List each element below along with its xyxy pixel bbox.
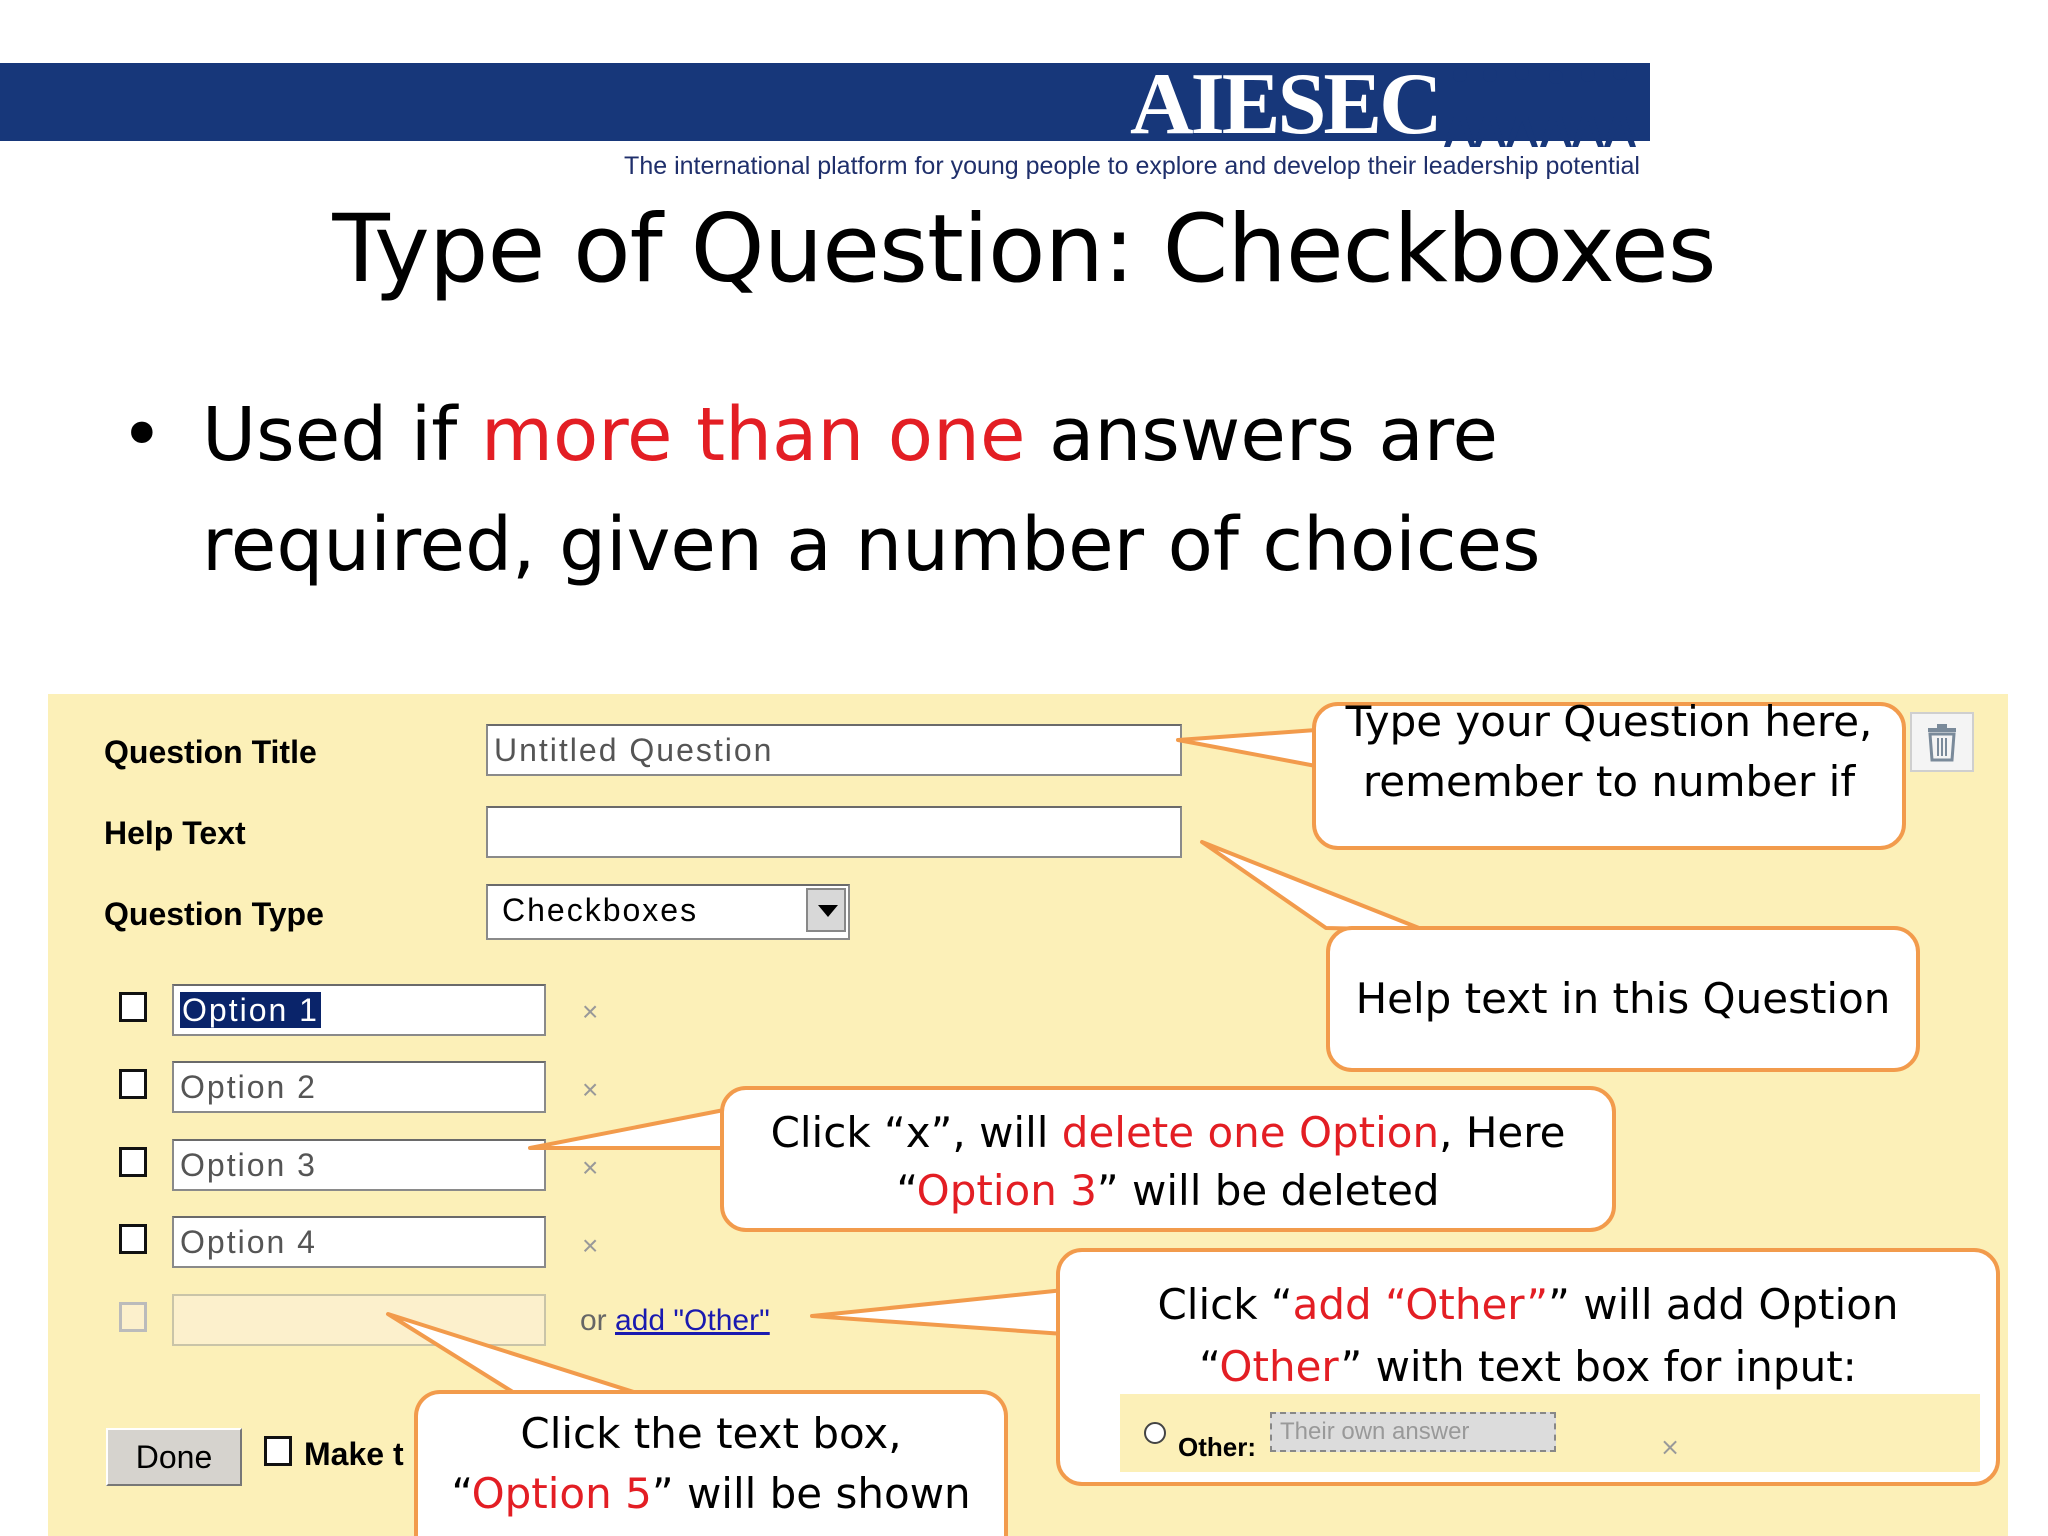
- question-callout-pointer: [1178, 730, 1316, 766]
- textbox-line2-a: “: [451, 1469, 472, 1518]
- bullet-line-2: required, given a number of choices: [202, 502, 1541, 588]
- textbox-callout-line-1: Click the text box,: [520, 1409, 902, 1458]
- tagline: The international platform for young people to explore and develop their leadership potential: [624, 152, 1640, 180]
- logo-text: AIESEC: [1130, 56, 1440, 153]
- bullet-text-part1: Used if: [202, 392, 481, 478]
- delete-callout-line-2: [724, 1162, 1612, 1220]
- other-line2-a: “: [1199, 1342, 1220, 1391]
- option-3-input[interactable]: Option 3: [172, 1139, 546, 1191]
- done-button[interactable]: Done: [106, 1428, 242, 1486]
- other-callout-line-1: [1060, 1274, 1996, 1336]
- other-text-red: add “Other”: [1292, 1280, 1549, 1329]
- remove-option-4-icon[interactable]: ×: [582, 1230, 599, 1261]
- or-text: or: [580, 1304, 616, 1337]
- other-text-a: Click “: [1157, 1280, 1293, 1329]
- question-title-input[interactable]: Untitled Question: [486, 724, 1182, 776]
- delete-line2-b: ” will be deleted: [1096, 1166, 1440, 1215]
- delete-callout-pointer: [530, 1110, 724, 1148]
- other-text-b: ” will add Option: [1548, 1280, 1899, 1329]
- help-callout: Help text in this Question: [1326, 926, 1920, 1072]
- textbox-line2-red: Option 5: [471, 1469, 652, 1518]
- other-callout-line-2: [1060, 1336, 1996, 1398]
- delete-text-a: Click “x”, will: [770, 1108, 1062, 1157]
- other-preview-input: Their own answer: [1270, 1412, 1556, 1452]
- other-preview: [1120, 1394, 1980, 1472]
- slide-title: Type of Question: Checkboxes: [332, 195, 1716, 304]
- remove-option-1-icon[interactable]: ×: [582, 996, 599, 1027]
- help-text-label: Help Text: [104, 815, 246, 851]
- other-preview-label: Other:: [1178, 1432, 1256, 1462]
- help-callout-pointer: [1202, 842, 1424, 930]
- delete-callout: [720, 1086, 1616, 1232]
- option-2-input[interactable]: Option 2: [172, 1061, 546, 1113]
- option-4-input[interactable]: Option 4: [172, 1216, 546, 1268]
- delete-callout-line-1: [724, 1104, 1612, 1162]
- remove-option-3-icon[interactable]: ×: [582, 1152, 599, 1183]
- textbox-callout-pointer: [388, 1314, 640, 1394]
- textbox-line2-b: ” will be shown: [651, 1469, 971, 1518]
- question-callout: [1312, 697, 1906, 850]
- question-callout-text: Type your Question here, remember to number if: [1345, 697, 1873, 806]
- question-type-value: Checkboxes: [502, 892, 699, 928]
- other-callout-pointer: [812, 1290, 1064, 1334]
- textbox-callout: [414, 1390, 1008, 1536]
- other-line2-b: ” with text box for input:: [1340, 1342, 1857, 1391]
- bullet-dot: •: [120, 392, 164, 478]
- delete-line2-red: Option 3: [916, 1166, 1097, 1215]
- other-preview-x: ×: [1660, 1433, 1681, 1461]
- delete-text-b: , Here: [1439, 1108, 1566, 1157]
- bullet-highlight: more than one: [480, 392, 1026, 478]
- other-radio: [1144, 1422, 1166, 1444]
- remove-option-2-icon[interactable]: ×: [582, 1074, 599, 1105]
- option-1-value: Option 1: [182, 992, 319, 1028]
- textbox-callout-line-2: [418, 1464, 1004, 1524]
- question-type-label: Question Type: [104, 896, 324, 932]
- add-other-link[interactable]: add "Other": [615, 1304, 770, 1337]
- bullet-text-part2: answers are: [1025, 392, 1499, 478]
- other-line2-red: Other: [1219, 1342, 1341, 1391]
- delete-text-red: delete one Option: [1061, 1108, 1440, 1157]
- make-required-label: Make t: [304, 1436, 404, 1472]
- question-title-label: Question Title: [104, 734, 317, 770]
- delete-line2-a: “: [896, 1166, 917, 1215]
- other-callout: [1056, 1248, 2000, 1486]
